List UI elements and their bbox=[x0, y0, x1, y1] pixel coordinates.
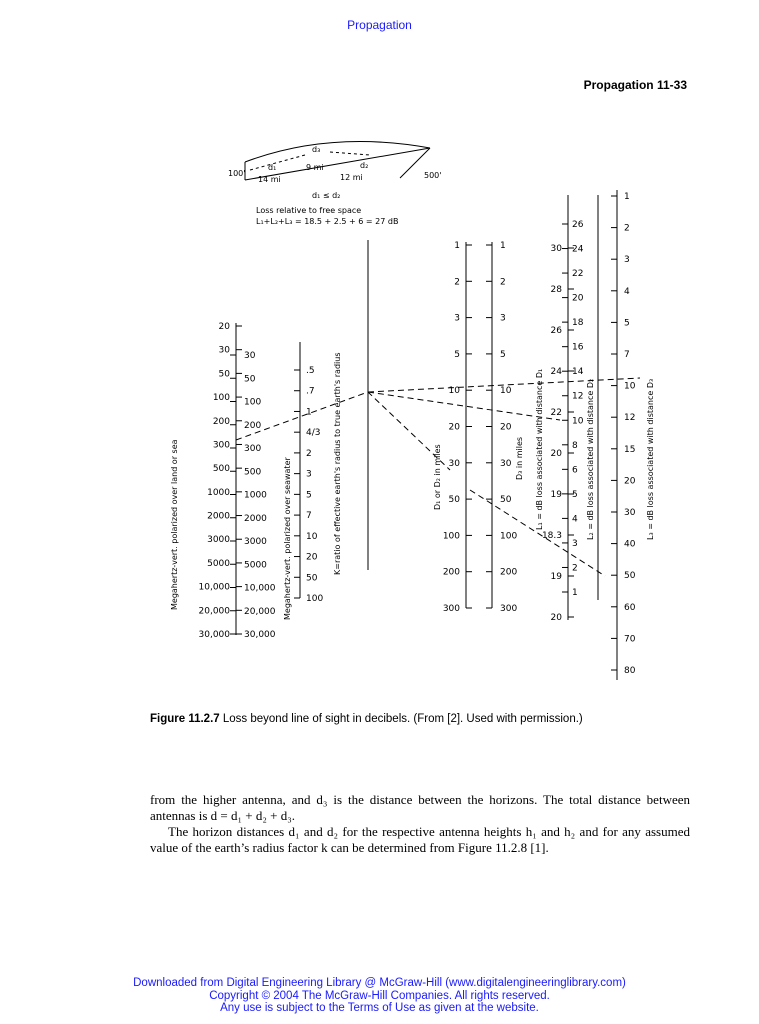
caption-label: Figure 11.2.7 bbox=[150, 713, 220, 725]
scale-label-l3: 60 bbox=[624, 602, 636, 613]
scale-label-l1: 24 bbox=[550, 367, 562, 377]
inset-h-right: 500' bbox=[424, 171, 442, 180]
axis-title-k: K=ratio of effective earth's radius to true earth's radius bbox=[333, 352, 342, 575]
scale-label-mhz-right: 1000 bbox=[244, 490, 267, 501]
scale-label-l2: 14 bbox=[572, 367, 584, 378]
running-head: Propagation 11-33 bbox=[583, 78, 687, 92]
figure-caption bbox=[150, 713, 710, 725]
scale-label-mhz-right: 100 bbox=[244, 397, 262, 408]
scale-label-k-ratio: 20 bbox=[306, 552, 318, 563]
scale-label-d1d2: 2 bbox=[454, 277, 460, 288]
inset-d3-mi: 9 mi bbox=[306, 163, 324, 172]
scale-label-d1d2: 20 bbox=[448, 422, 460, 433]
scale-label-l3: 4 bbox=[624, 286, 630, 297]
body-paragraph-1: from the higher antenna, and d₃ is the distance between the horizons. The total distance between antennas is d = d₁ + d₂ + d₃. bbox=[150, 792, 690, 823]
solution-line-b bbox=[368, 392, 560, 420]
inset-loss-line1: Loss relative to free space bbox=[256, 206, 362, 215]
scale-label-l1: 30 bbox=[550, 244, 562, 254]
scale-label-d3: 200 bbox=[500, 567, 518, 578]
scale-label-l2: 10 bbox=[572, 416, 584, 427]
scale-label-l2: 26 bbox=[572, 220, 584, 230]
scale-label-mhz-left: 300 bbox=[212, 440, 230, 451]
inset-condition: d₁ ≤ d₂ bbox=[312, 191, 341, 200]
scale-label-d3: 300 bbox=[500, 604, 518, 614]
scale-label-l3: 20 bbox=[624, 476, 636, 487]
scale-label-l2: 18 bbox=[572, 318, 584, 329]
inset-d1-mi: 14 mi bbox=[258, 175, 281, 184]
scale-label-k-ratio: 7 bbox=[306, 511, 312, 522]
scale-label-mhz-left: 10,000 bbox=[198, 582, 230, 593]
scale-label-l2: 16 bbox=[572, 342, 584, 353]
scale-label-mhz-left: 500 bbox=[212, 464, 230, 475]
axis-title-l2: L₂ = dB loss associated with distance D₂ bbox=[586, 378, 595, 540]
scale-label-mhz-left: 30,000 bbox=[198, 630, 230, 640]
scale-label-l3: 2 bbox=[624, 223, 630, 234]
scale-label-mhz-left: 3000 bbox=[207, 535, 230, 546]
scale-label-mhz-right: 2000 bbox=[244, 513, 267, 524]
scale-label-mhz-right: 5000 bbox=[244, 560, 267, 571]
scale-label-l2: 12 bbox=[572, 391, 584, 402]
scale-label-l3: 1 bbox=[624, 192, 630, 202]
scale-label-l2: 24 bbox=[572, 244, 584, 255]
scale-label-l1: 22 bbox=[550, 408, 562, 418]
scale-label-l2: 6 bbox=[572, 465, 578, 476]
scale-label-k-ratio: 1 bbox=[306, 407, 312, 418]
scale-label-d3: 30 bbox=[500, 458, 512, 469]
scale-label-d1d2: 3 bbox=[454, 313, 460, 324]
scale-label-k-ratio: 5 bbox=[306, 490, 312, 501]
scale-label-l1: 20 bbox=[550, 449, 562, 459]
scale-label-l3: 5 bbox=[624, 318, 630, 329]
scale-label-k-ratio: .5 bbox=[306, 366, 315, 376]
scale-label-l3: 7 bbox=[624, 350, 630, 360]
scale-label-d1d2: 300 bbox=[442, 604, 460, 614]
inset-d3: d₃ bbox=[312, 145, 321, 154]
scale-label-k-ratio: 3 bbox=[306, 469, 312, 480]
scale-label-l3: 12 bbox=[624, 413, 636, 424]
scale-label-mhz-left: 1000 bbox=[207, 487, 230, 498]
scale-label-mhz-right: 200 bbox=[244, 420, 262, 431]
footer bbox=[0, 977, 759, 1015]
inset-d1: d₁ bbox=[268, 163, 277, 172]
scale-label-mhz-right: 50 bbox=[244, 374, 256, 385]
scale-label-mhz-right: 500 bbox=[244, 467, 262, 478]
scale-label-mhz-left: 2000 bbox=[207, 511, 230, 522]
scale-label-l2: 5 bbox=[572, 489, 578, 500]
axis-title-mhz-land: Megahertz-vert. polarized over land or sea bbox=[170, 439, 179, 610]
scale-label-l3: 70 bbox=[624, 634, 636, 645]
scale-label-d1d2: 1 bbox=[454, 241, 460, 251]
scale-label-d3: 5 bbox=[500, 349, 506, 360]
footer-line-3: Any use is subject to the Terms of Use as given at the website. bbox=[220, 1002, 539, 1014]
scale-label-l3: 30 bbox=[624, 508, 636, 518]
scale-label-l2: 22 bbox=[572, 269, 584, 280]
scale-label-l2: 4 bbox=[572, 514, 578, 525]
scale-label-l3: 50 bbox=[624, 571, 636, 582]
axis-title-d1d2: D₁ or D₂ in miles bbox=[433, 444, 442, 510]
inset-earth-curve bbox=[245, 142, 430, 162]
body-text bbox=[150, 792, 690, 856]
scale-label-k-ratio: 2 bbox=[306, 448, 312, 459]
axis-title-l1: L₁ = dB loss associated with distance D₁ bbox=[535, 368, 544, 530]
scale-label-d1d2: 50 bbox=[448, 495, 460, 506]
axis-title-d3: D₃ in miles bbox=[515, 436, 524, 480]
scale-label-mhz-right: 30,000 bbox=[244, 630, 276, 640]
scale-label-l1: 19 bbox=[550, 572, 562, 582]
solution-line-a bbox=[236, 392, 450, 470]
scale-label-mhz-right: 10,000 bbox=[244, 583, 276, 594]
caption-text: Loss beyond line of sight in decibels. (From [2]. Used with permission.) bbox=[219, 713, 583, 725]
scale-label-l3: 80 bbox=[624, 666, 636, 676]
scale-label-k-ratio: 50 bbox=[306, 573, 318, 584]
scale-label-k-ratio: 4/3 bbox=[306, 428, 321, 439]
scale-label-l1: 28 bbox=[550, 285, 562, 295]
scale-label-mhz-left: 5000 bbox=[207, 558, 230, 569]
scale-label-d3: 100 bbox=[500, 531, 518, 542]
inset-h-left: 100' bbox=[228, 169, 246, 178]
scale-label-mhz-right: 3000 bbox=[244, 537, 267, 547]
scale-label-l1: 19 bbox=[550, 490, 562, 500]
axis-title-l3: L₃ = dB loss associated with distance D₃ bbox=[646, 378, 655, 540]
scale-label-mhz-left: 30 bbox=[218, 345, 230, 356]
scale-label-l3: 10 bbox=[624, 381, 636, 392]
scale-label-mhz-right: 300 bbox=[244, 444, 262, 454]
scale-label-l1: 18.3 bbox=[541, 531, 562, 541]
scale-label-mhz-right: 30 bbox=[244, 351, 256, 361]
inset-loss-line2: L₁+L₂+L₃ = 18.5 + 2.5 + 6 = 27 dB bbox=[256, 217, 399, 226]
scale-label-d3: 10 bbox=[500, 386, 512, 397]
scale-label-l2: 8 bbox=[572, 440, 578, 451]
scale-label-l2: 2 bbox=[572, 563, 578, 574]
scale-label-k-ratio: 10 bbox=[306, 531, 318, 542]
scale-label-k-ratio: .7 bbox=[306, 386, 315, 397]
scale-label-d3: 3 bbox=[500, 313, 506, 324]
inset-d2: d₂ bbox=[360, 161, 369, 170]
axis-title-seawater: Megahertz-vert. polarized over seawater bbox=[283, 457, 292, 620]
scale-label-l3: 15 bbox=[624, 444, 636, 455]
scale-label-d3: 2 bbox=[500, 277, 506, 288]
scale-label-mhz-left: 20,000 bbox=[198, 606, 230, 617]
scale-label-l1: 20 bbox=[550, 613, 562, 623]
header-link[interactable]: Propagation bbox=[347, 18, 412, 32]
scale-label-d1d2: 200 bbox=[442, 567, 460, 578]
scale-label-mhz-right: 20,000 bbox=[244, 606, 276, 617]
scale-label-mhz-left: 50 bbox=[218, 369, 230, 380]
footer-line-2: Copyright © 2004 The McGraw-Hill Companies. All rights reserved. bbox=[209, 989, 550, 1002]
inset-d2-mi: 12 mi bbox=[340, 173, 363, 182]
scale-label-l2: 20 bbox=[572, 293, 584, 304]
scale-label-mhz-left: 200 bbox=[212, 416, 230, 427]
scale-label-d3: 1 bbox=[500, 241, 506, 251]
scale-label-d1d2: 5 bbox=[454, 349, 460, 360]
scale-label-d1d2: 30 bbox=[448, 458, 460, 469]
scale-label-l2: 3 bbox=[572, 538, 578, 549]
scale-label-d3: 50 bbox=[500, 495, 512, 506]
scale-label-l3: 3 bbox=[624, 255, 630, 266]
footer-line-1[interactable]: Downloaded from Digital Engineering Library @ McGraw-Hill (www.digitalengineeringlibrary.com) bbox=[133, 977, 626, 989]
scale-label-d3: 20 bbox=[500, 422, 512, 433]
scale-label-d1d2: 10 bbox=[448, 386, 460, 397]
scale-label-l2: 1 bbox=[572, 588, 578, 598]
scale-label-mhz-left: 100 bbox=[212, 393, 230, 404]
scale-label-d1d2: 100 bbox=[442, 531, 460, 542]
scale-label-k-ratio: 100 bbox=[306, 594, 324, 604]
body-paragraph-2: The horizon distances d₁ and d₂ for the respective antenna heights h₁ and h₂ and for any assumed value of the earth’s radius factor k can be determined from Figure 11.2.8 [1]. bbox=[150, 824, 690, 855]
scale-label-l1: 26 bbox=[550, 326, 562, 336]
nomogram-figure bbox=[0, 120, 759, 690]
scale-label-l3: 40 bbox=[624, 539, 636, 550]
scale-label-mhz-left: 20 bbox=[218, 322, 230, 332]
